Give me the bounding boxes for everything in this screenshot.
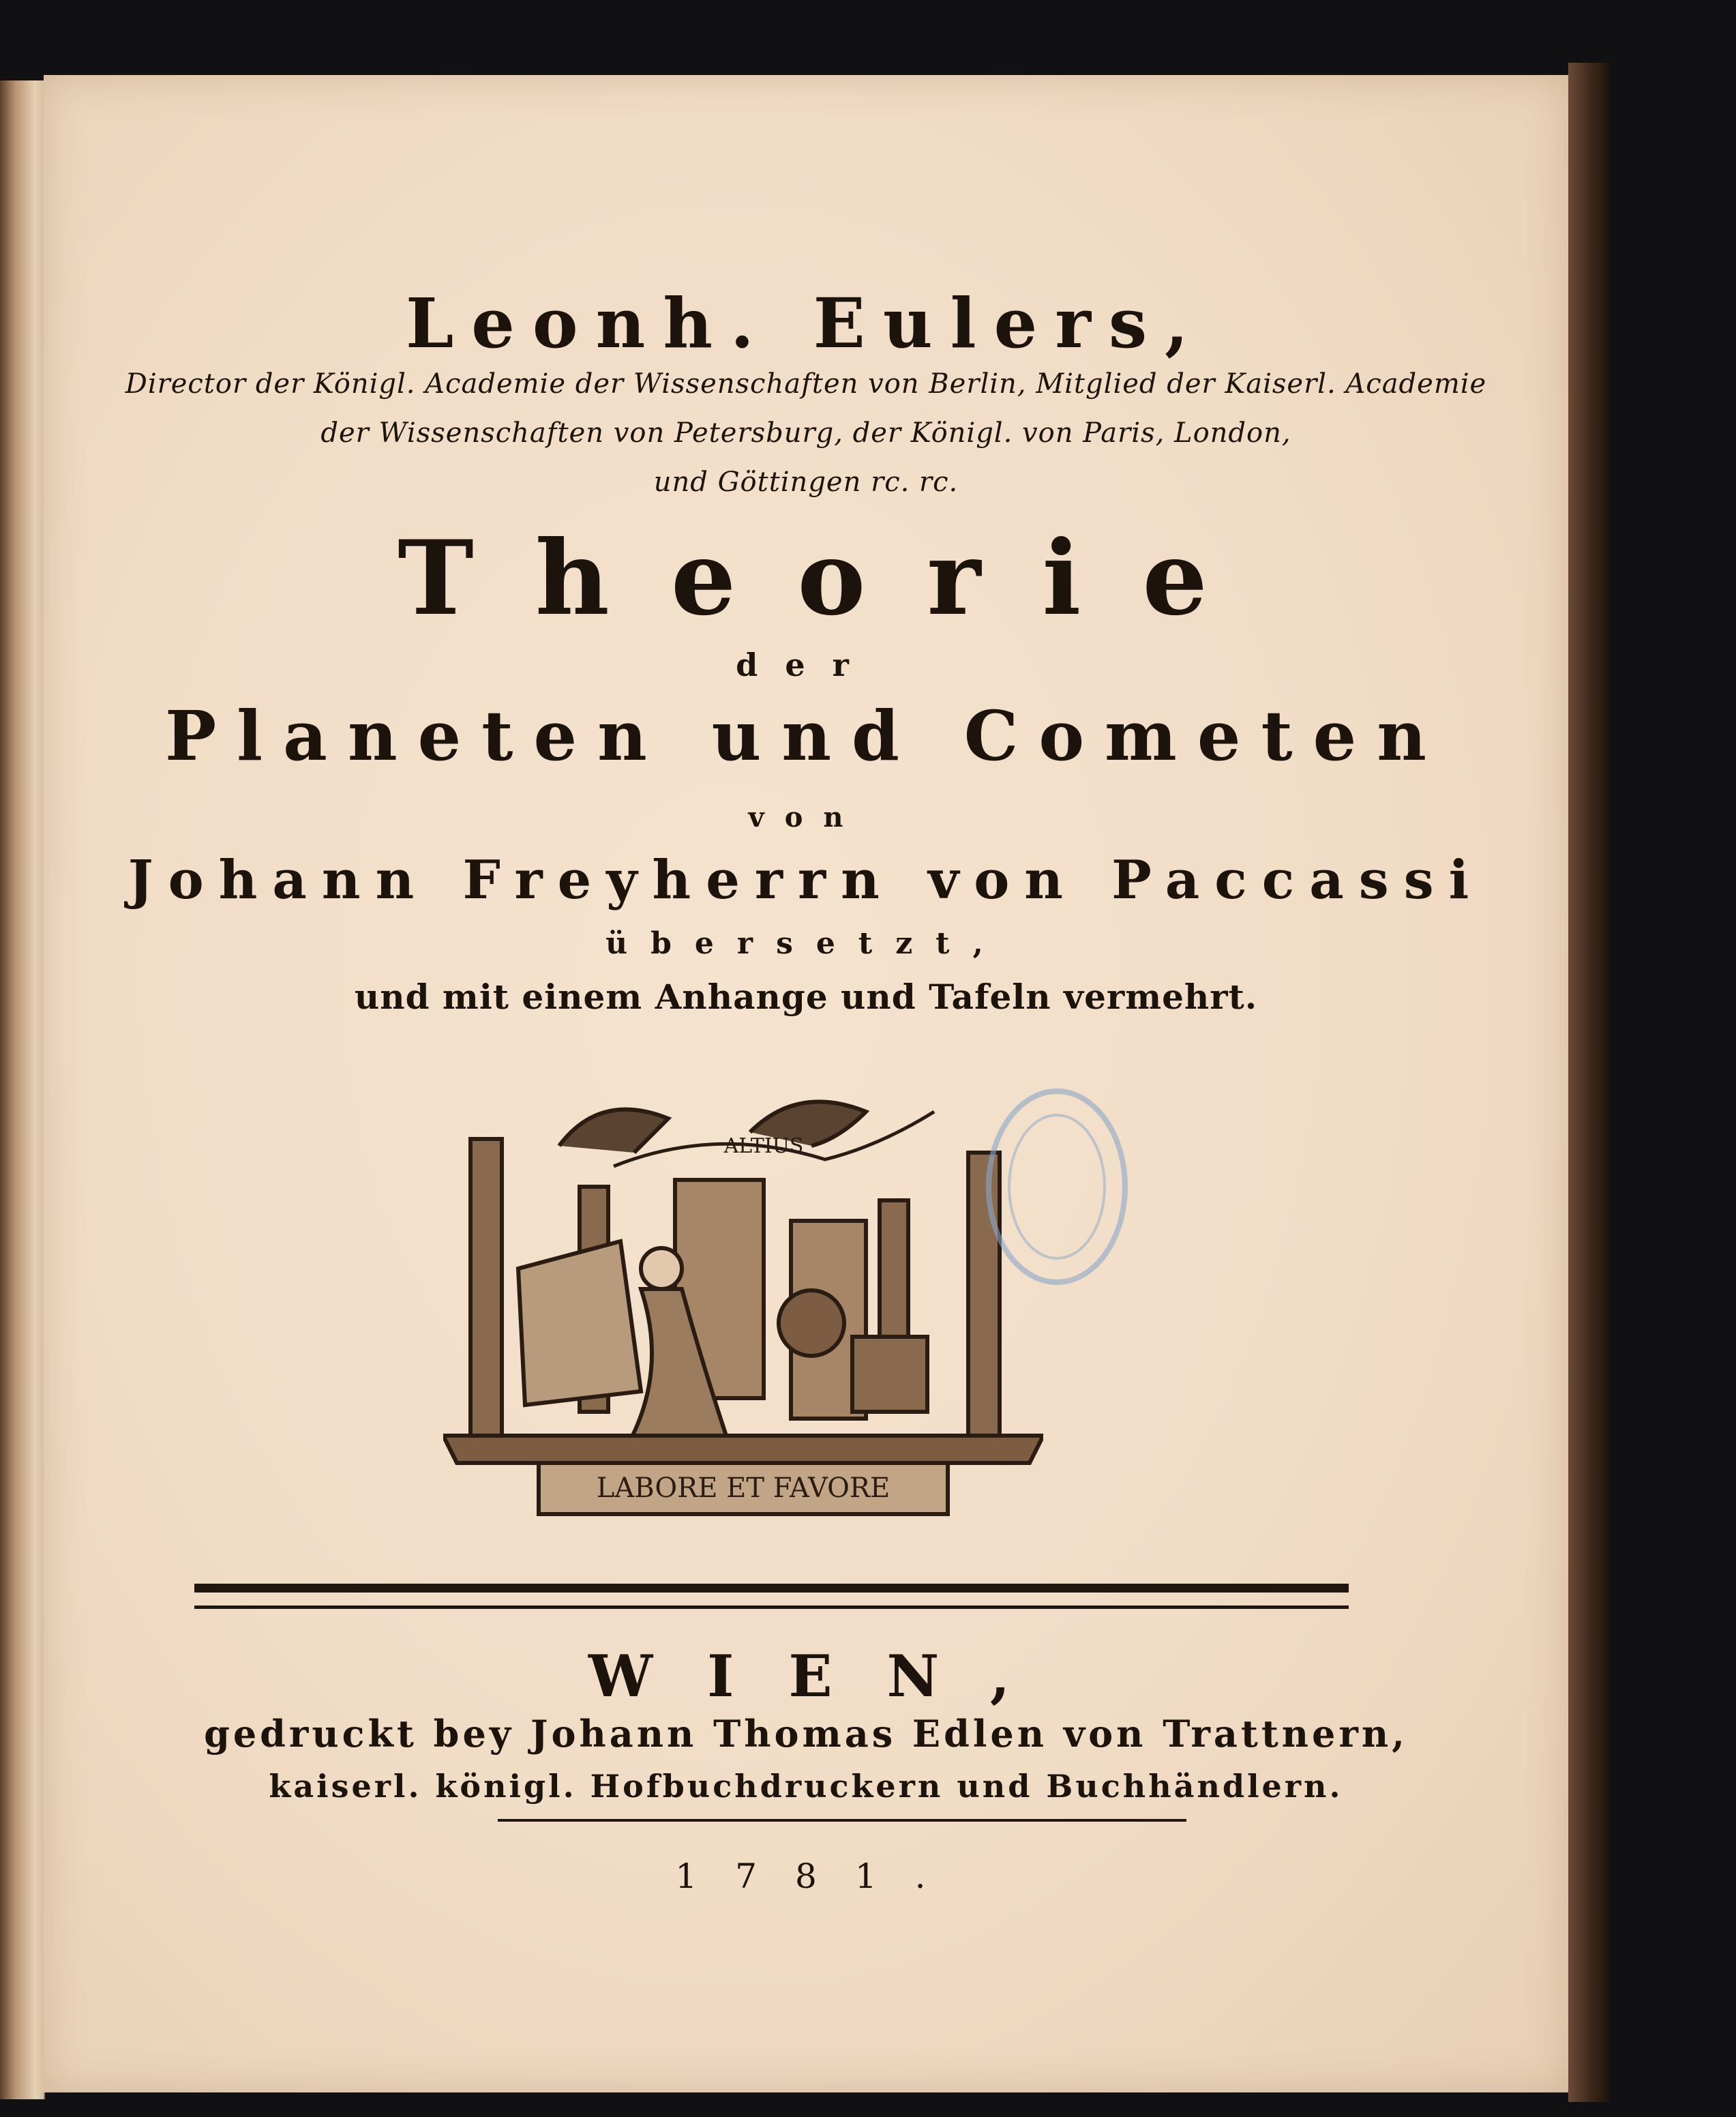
title-connector: der bbox=[736, 647, 876, 683]
translated-word: übersetzt, bbox=[605, 926, 1006, 961]
double-rule-thin bbox=[194, 1605, 1349, 1609]
book-cover-edge bbox=[1568, 63, 1609, 2102]
translator-name: Johann Freyherrn von Paccassi bbox=[128, 849, 1484, 911]
left-page-edge bbox=[0, 80, 45, 2099]
vignette-banner-motto: ALTIUS bbox=[723, 1134, 804, 1158]
double-rule-thick bbox=[194, 1584, 1349, 1593]
publication-year: 1781. bbox=[675, 1856, 964, 1896]
library-stamp bbox=[982, 1084, 1132, 1289]
affiliation-line-1: Director der Königl. Academie der Wissenschaften von Berlin, Mitglied der Kaiserl. Academie bbox=[125, 368, 1487, 400]
by-word: von bbox=[748, 801, 864, 833]
imprint-printer-line-2: kaiserl. königl. Hofbuchdruckern und Buchhändlern. bbox=[269, 1768, 1343, 1805]
vignette-base-motto: LABORE ET FAVORE bbox=[596, 1472, 891, 1504]
affiliation-line-2: der Wissenschaften von Petersburg, der Königl. von Paris, London, bbox=[320, 417, 1291, 449]
printers-vignette bbox=[443, 1064, 1043, 1528]
short-rule bbox=[498, 1819, 1186, 1822]
edition-note: und mit einem Anhange und Tafeln vermehrt. bbox=[354, 977, 1258, 1017]
book-subtitle: Planeten und Cometen bbox=[164, 696, 1448, 776]
book-title: Theorie bbox=[398, 518, 1269, 638]
imprint-city: WIEN, bbox=[588, 1642, 1065, 1710]
imprint-printer-line-1: gedruckt bey Johann Thomas Edlen von Trattnern, bbox=[204, 1712, 1408, 1756]
affiliation-line-3: und Göttingen rc. rc. bbox=[653, 467, 959, 498]
author-name: Leonh. Eulers, bbox=[405, 283, 1206, 364]
